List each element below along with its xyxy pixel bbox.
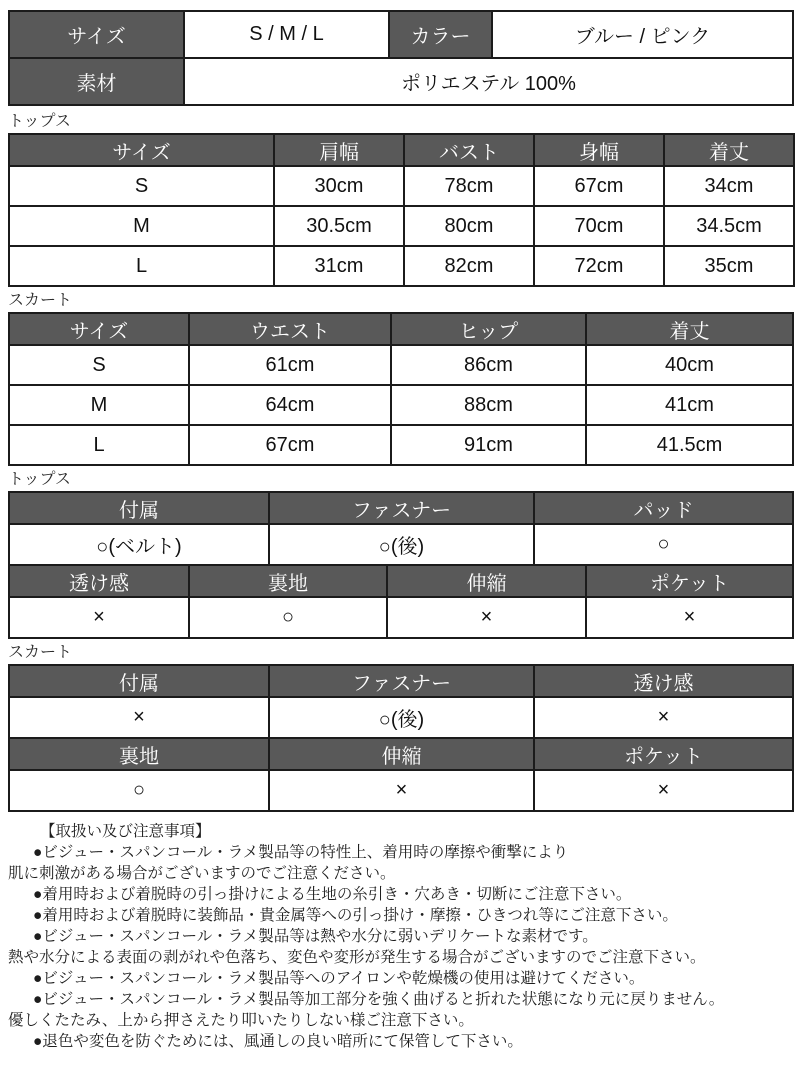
column-header: 付属 — [9, 665, 269, 697]
detail-value-cell: × — [534, 697, 793, 738]
column-header: サイズ — [9, 313, 189, 345]
detail-header-row — [9, 492, 793, 524]
column-header: パッド — [534, 492, 793, 524]
notes-title: 【取扱い及び注意事項】 — [40, 823, 211, 840]
size-value-cell: S / M / L — [184, 11, 389, 58]
note-line: ●ビジュー・スパンコール・ラメ製品等は熱や水分に弱いデリケートな素材です。 — [33, 928, 598, 945]
column-header: ポケット — [586, 565, 793, 597]
size-cell: M — [9, 385, 189, 425]
column-header: 身幅 — [534, 134, 664, 166]
tops-details-section-label: トップス — [8, 471, 71, 488]
summary-row-material — [9, 58, 793, 105]
detail-value-cell: ○(後) — [269, 697, 534, 738]
tops-measurement-header-row — [9, 134, 794, 166]
size-cell: L — [9, 246, 274, 286]
measurement-cell: 31cm — [274, 246, 404, 286]
measurement-cell: 86cm — [391, 345, 586, 385]
detail-value-cell: × — [9, 697, 269, 738]
measurement-cell: 61cm — [189, 345, 391, 385]
detail-header-row — [9, 565, 793, 597]
detail-value-row — [9, 770, 793, 811]
note-line: 熱や水分による表面の剥がれや色落ち、変色や変形が発生する場合がございますのでご注意下さい。 — [8, 949, 706, 966]
column-header: 透け感 — [534, 665, 793, 697]
measurement-cell: 91cm — [391, 425, 586, 465]
detail-value-row — [9, 597, 793, 638]
summary-row-size-color — [9, 11, 793, 58]
column-header: 肩幅 — [274, 134, 404, 166]
tops-section-label: トップス — [8, 113, 71, 130]
detail-value-cell: × — [269, 770, 534, 811]
tops-details-table-1 — [8, 491, 794, 566]
detail-value-cell: ○ — [189, 597, 387, 638]
measurement-cell: 35cm — [664, 246, 794, 286]
column-header: ファスナー — [269, 665, 534, 697]
detail-value-cell: × — [586, 597, 793, 638]
measurement-cell: 67cm — [189, 425, 391, 465]
note-line: ●着用時および着脱時の引っ掛けによる生地の糸引き・穴あき・切断にご注意下さい。 — [33, 886, 632, 903]
measurement-cell: 88cm — [391, 385, 586, 425]
skirt-measurement-table — [8, 312, 794, 466]
tops-measurement-table — [8, 133, 795, 287]
column-header: ファスナー — [269, 492, 534, 524]
table-row — [9, 206, 794, 246]
measurement-cell: 70cm — [534, 206, 664, 246]
column-header: ポケット — [534, 738, 793, 770]
handling-notes — [8, 821, 792, 1052]
measurement-cell: 40cm — [586, 345, 793, 385]
product-summary-table — [8, 10, 794, 106]
detail-value-cell: × — [9, 597, 189, 638]
detail-value-cell: ○ — [9, 770, 269, 811]
column-header: 裏地 — [9, 738, 269, 770]
note-line: ●着用時および着脱時に装飾品・貴金属等への引っ掛け・摩擦・ひきつれ等にご注意下さい。 — [33, 907, 678, 924]
color-header-cell: カラー — [389, 11, 492, 58]
skirt-details-section-label: スカート — [8, 644, 73, 661]
detail-header-row — [9, 738, 793, 770]
skirt-section-label: スカート — [8, 292, 73, 309]
column-header: 伸縮 — [387, 565, 586, 597]
measurement-cell: 30cm — [274, 166, 404, 206]
size-cell: S — [9, 345, 189, 385]
detail-value-row — [9, 697, 793, 738]
note-line: 優しくたたみ、上から押さえたり叩いたりしない様ご注意下さい。 — [8, 1012, 474, 1029]
column-header: 裏地 — [189, 565, 387, 597]
note-line: 肌に刺激がある場合がございますのでご注意ください。 — [8, 865, 396, 882]
column-header: 透け感 — [9, 565, 189, 597]
skirt-details-table-1 — [8, 664, 794, 739]
note-line: ●退色や変色を防ぐためには、風通しの良い暗所にて保管して下さい。 — [33, 1033, 523, 1050]
note-line: ●ビジュー・スパンコール・ラメ製品等の特性上、着用時の摩擦や衝撃により — [33, 844, 569, 861]
size-header-cell: サイズ — [9, 11, 184, 58]
column-header: 付属 — [9, 492, 269, 524]
material-header-cell: 素材 — [9, 58, 184, 105]
measurement-cell: 34.5cm — [664, 206, 794, 246]
measurement-cell: 41cm — [586, 385, 793, 425]
skirt-measurement-header-row — [9, 313, 793, 345]
material-value-cell: ポリエステル 100% — [184, 58, 793, 105]
measurement-cell: 34cm — [664, 166, 794, 206]
table-row — [9, 166, 794, 206]
measurement-cell: 80cm — [404, 206, 534, 246]
detail-header-row — [9, 665, 793, 697]
column-header: 伸縮 — [269, 738, 534, 770]
measurement-cell: 30.5cm — [274, 206, 404, 246]
note-line: ●ビジュー・スパンコール・ラメ製品等へのアイロンや乾燥機の使用は避けてください。 — [33, 970, 645, 987]
skirt-details-table-2 — [8, 737, 794, 812]
column-header: 着丈 — [586, 313, 793, 345]
tops-details-table-2 — [8, 564, 794, 639]
size-cell: S — [9, 166, 274, 206]
column-header: バスト — [404, 134, 534, 166]
column-header: 着丈 — [664, 134, 794, 166]
detail-value-cell: ○(ベルト) — [9, 524, 269, 565]
table-row — [9, 385, 793, 425]
detail-value-cell: × — [534, 770, 793, 811]
column-header: ヒップ — [391, 313, 586, 345]
measurement-cell: 64cm — [189, 385, 391, 425]
table-row — [9, 425, 793, 465]
measurement-cell: 72cm — [534, 246, 664, 286]
detail-value-row — [9, 524, 793, 565]
measurement-cell: 82cm — [404, 246, 534, 286]
column-header: サイズ — [9, 134, 274, 166]
size-cell: L — [9, 425, 189, 465]
measurement-cell: 41.5cm — [586, 425, 793, 465]
detail-value-cell: ○ — [534, 524, 793, 565]
column-header: ウエスト — [189, 313, 391, 345]
note-line: ●ビジュー・スパンコール・ラメ製品等加工部分を強く曲げると折れた状態になり元に戻りません。 — [33, 991, 725, 1008]
color-value-cell: ブルー / ピンク — [492, 11, 793, 58]
table-row — [9, 246, 794, 286]
detail-value-cell: × — [387, 597, 586, 638]
measurement-cell: 78cm — [404, 166, 534, 206]
detail-value-cell: ○(後) — [269, 524, 534, 565]
measurement-cell: 67cm — [534, 166, 664, 206]
size-cell: M — [9, 206, 274, 246]
table-row — [9, 345, 793, 385]
